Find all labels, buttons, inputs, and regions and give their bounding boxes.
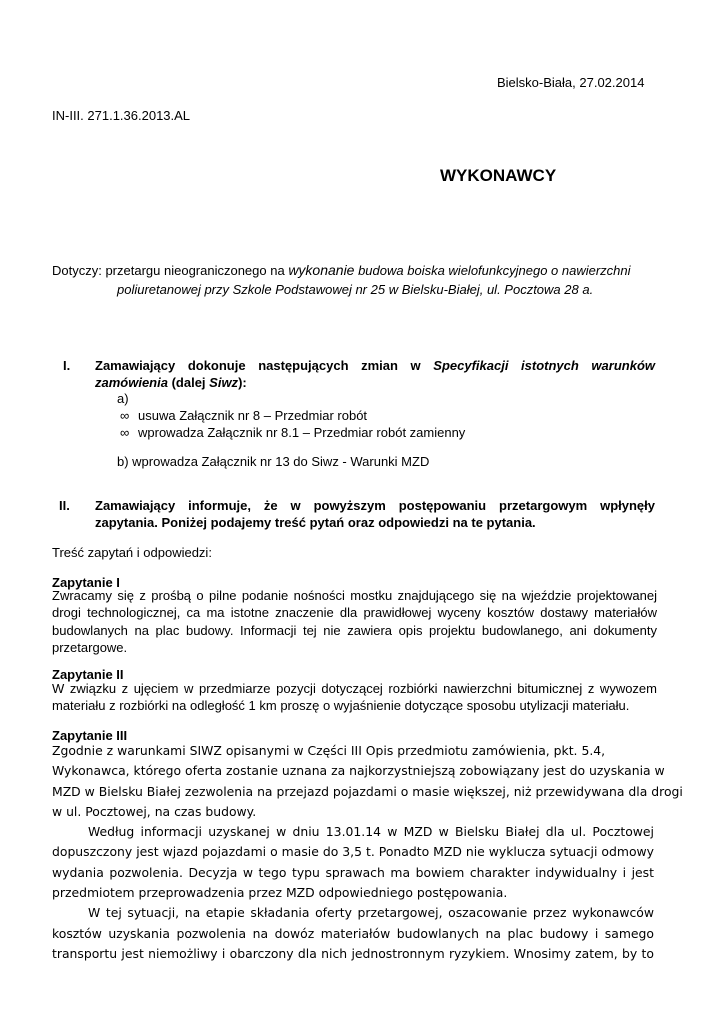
qa-intro: Treść zapytań i odpowiedzi: bbox=[52, 545, 212, 560]
bullet-2-text: wprowadza Załącznik nr 8.1 – Przedmiar robót zamienny bbox=[138, 425, 466, 440]
reference-number: IN-III. 271.1.36.2013.AL bbox=[52, 108, 191, 123]
question-3-line: MZD w Bielsku Białej zezwolenia na przejazd pojazdami o masie większej, niż przewidywana dla drogi bbox=[52, 783, 683, 799]
question-1-line: Zwracamy się z prośbą o pilne podanie nośności mostku znajdującego się na wjeździe projektowanej bbox=[52, 588, 657, 603]
section-1-text-a: Zamawiający dokonuje następujących zmian w bbox=[95, 358, 434, 373]
question-2-line: W związku z ujęciem w przedmiarze pozycji dotyczącej rozbiórki nawierzchni bitumicznej z wywozem bbox=[52, 681, 657, 696]
question-1-title: Zapytanie I bbox=[52, 575, 120, 590]
question-3-line: dopuszczony jest wjazd pojazdami o masie do 3,5 t. Ponadto MZD nie wyklucza sytuacji odmowy bbox=[52, 844, 654, 860]
question-3-line: Wykonawca, którego oferta zostanie uznana za najkorzystniejszą zobowiązany jest do uzyskania w bbox=[52, 763, 665, 779]
question-3-title: Zapytanie III bbox=[52, 728, 128, 743]
addressee: WYKONAWCY bbox=[440, 166, 557, 185]
question-3-line: przedmiotem przeprowadzenia przez MZD odpowiedniego postępowania. bbox=[52, 885, 508, 901]
subject-line-1 bbox=[52, 261, 657, 280]
question-1-line: przetargowe. bbox=[52, 639, 128, 655]
section-1-numeral: I. bbox=[63, 358, 71, 373]
section-2-numeral: II. bbox=[59, 498, 70, 513]
question-3-body bbox=[52, 741, 683, 964]
section-1-item-b: b) wprowadza Załącznik nr 13 do Siwz - Warunki MZD bbox=[117, 454, 430, 469]
subject-prefix: Dotyczy: przetargu nieograniczonego na bbox=[52, 263, 289, 278]
section-1-text-d: (dalej bbox=[167, 375, 210, 390]
question-3-line: w ul. Pocztowej, na czas budowy. bbox=[52, 803, 257, 819]
question-3-line: transportu jest niemożliwy i obarczony dla nich jednostronnym ryzykiem. Wnosimy zatem, by to bbox=[52, 945, 654, 961]
subject-emph: wykonanie bbox=[288, 262, 355, 278]
question-1-line: drogi technologicznej, ca ma istotne znaczenie dla prawidłowej wyceny kosztów dostawy materiałów bbox=[52, 605, 657, 621]
infinity-bullet-icon: ∞ bbox=[120, 408, 130, 423]
question-3-line: wydania pozwolenia. Decyzja w tego typu sprawach ma bowiem charakter indywidualny i jest bbox=[52, 864, 654, 880]
place-date: Bielsko-Biała, 27.02.2014 bbox=[497, 75, 645, 90]
question-2-title: Zapytanie II bbox=[52, 667, 124, 682]
question-3-line: Według informacji uzyskanej w dniu 13.01.14 w MZD w Bielsku Białej dla ul. Pocztowej bbox=[88, 824, 654, 840]
section-1-text-e: Siwz bbox=[209, 375, 239, 390]
section-2-line-1: Zamawiający informuje, że w powyższym postępowaniu przetargowym wpłynęły bbox=[95, 498, 655, 513]
subject-rest: budowa boiska wielofunkcyjnego o nawierzchni bbox=[354, 263, 631, 278]
question-3-line: W tej sytuacji, na etapie składania oferty przetargowej, oszacowanie przez wykonawców bbox=[88, 905, 654, 921]
bullet-1-text: usuwa Załącznik nr 8 – Przedmiar robót bbox=[138, 408, 368, 423]
section-2-line-2: zapytania. Poniżej podajemy treść pytań oraz odpowiedzi na te pytania. bbox=[95, 515, 536, 530]
question-3-line: kosztów uzyskania pozwolenia na dowóz materiałów budowlanych na plac budowy i samego bbox=[52, 925, 654, 941]
question-1-body bbox=[52, 587, 657, 656]
question-2-body bbox=[52, 680, 657, 715]
section-1-text-c: zamówienia bbox=[95, 375, 168, 390]
question-3-line: Zgodnie z warunkami SIWZ opisanymi w Części III Opis przedmiotu zamówienia, pkt. 5.4, bbox=[52, 743, 606, 758]
subject-line-2: poliuretanowej przy Szkole Podstawowej nr 25 w Bielsku-Białej, ul. Pocztowa 28 a. bbox=[117, 282, 594, 297]
section-1-item-a-label: a) bbox=[117, 391, 129, 406]
section-1-text-f: ): bbox=[238, 375, 247, 390]
infinity-bullet-icon: ∞ bbox=[120, 425, 130, 440]
section-1-text-b: Specyfikacji istotnych warunków bbox=[433, 358, 655, 373]
question-1-line: budowlanych na plac budowy. Informacji tej nie zawiera opis projektu budowlanego, ani dokumenty bbox=[52, 622, 657, 638]
section-1-bullet-2 bbox=[120, 423, 465, 442]
question-2-line: materiału z rozbiórki na odległość 1 km proszę o wyjaśnienie dotyczące sposobu utylizacji materiału. bbox=[52, 698, 630, 714]
